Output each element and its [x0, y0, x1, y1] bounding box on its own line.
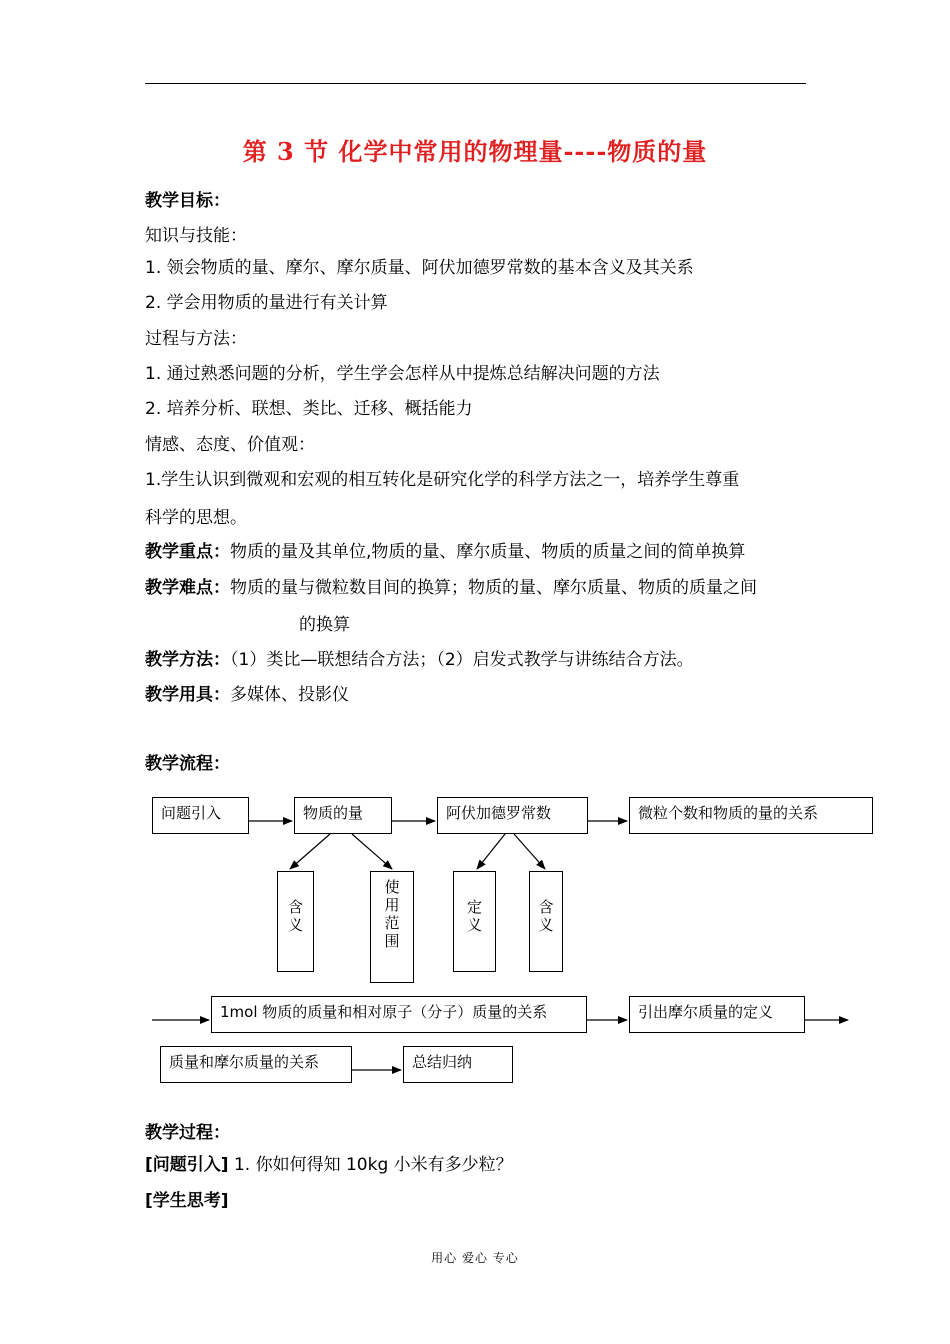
difficulties-text-cont: 的换算 [299, 615, 350, 635]
knowledge-item-2: 2. 学会用物质的量进行有关计算 [145, 293, 388, 313]
flow-box-intro: 问题引入 [152, 797, 249, 834]
flow-sub-definition [453, 871, 496, 972]
flow-sub-meaning-1-label: 含义 [287, 898, 303, 934]
flow-box-avogadro: 阿伏加德罗常数 [437, 797, 588, 834]
tools-label: 教学用具： [145, 685, 230, 705]
flow-sub-scope-label: 使用范围 [384, 878, 400, 950]
flow-sub-definition-label: 定义 [466, 898, 482, 934]
flow-sub-meaning-1 [277, 871, 314, 972]
process-item-2: 2. 培养分析、联想、类比、迁移、概括能力 [145, 399, 473, 419]
flow-sub-meaning-2 [529, 871, 563, 972]
flow-heading: 教学流程： [145, 754, 230, 774]
tools-text: 多媒体、投影仪 [230, 685, 349, 705]
emotion-heading: 情感、态度、价值观： [145, 435, 315, 455]
flow-box-summary: 总结归纳 [403, 1046, 513, 1083]
flow-sub-scope [370, 871, 414, 983]
flow-box-amount: 物质的量 [294, 797, 392, 834]
page-title: 第 3 节 化学中常用的物理量----物质的量 [242, 137, 708, 166]
methods-text: （1）类比—联想结合方法；（2）启发式教学与讲练结合方法。 [230, 650, 694, 670]
difficulties-label: 教学难点： [145, 578, 230, 598]
question-intro [145, 1154, 513, 1176]
knowledge-heading: 知识与技能： [145, 226, 247, 246]
process-section-heading: 教学过程： [145, 1123, 230, 1143]
page-footer: 用心 爱心 专心 [431, 1251, 519, 1265]
objectives-heading: 教学目标： [145, 191, 230, 211]
flow-box-mass-relation: 质量和摩尔质量的关系 [160, 1046, 352, 1083]
arrow-2-sub1 [290, 834, 330, 869]
emotion-item-1: 1.学生认识到微观和宏观的相互转化是研究化学的科学方法之一，培养学生尊重 [145, 470, 740, 490]
difficulties-text: 物质的量与微粒数目间的换算；物质的量、摩尔质量、物质的质量之间 [230, 578, 757, 598]
key-points-text: 物质的量及其单位,物质的量、摩尔质量、物质的质量之间的简单换算 [230, 542, 746, 562]
student-thinking-label: [学生思考] [145, 1191, 229, 1211]
knowledge-item-1: 1. 领会物质的量、摩尔、摩尔质量、阿伏加德罗常数的基本含义及其关系 [145, 258, 694, 278]
arrow-3-sub4 [514, 834, 545, 869]
question-intro-text: 1. 你如何得知 10kg 小米有多少粒？ [228, 1155, 513, 1175]
question-intro-label: [问题引入] [145, 1155, 229, 1175]
flow-box-mol-mass: 1mol 物质的质量和相对原子（分子）质量的关系 [211, 996, 587, 1033]
key-points-label: 教学重点： [145, 542, 230, 562]
methods-label: 教学方法： [145, 650, 230, 670]
emotion-item-1-cont: 科学的思想。 [145, 508, 247, 528]
flow-box-particles: 微粒个数和物质的量的关系 [629, 797, 873, 834]
process-heading: 过程与方法： [145, 329, 247, 349]
flow-sub-meaning-2-label: 含义 [538, 898, 554, 934]
arrow-3-sub3 [477, 834, 505, 869]
flow-box-molar-mass-def: 引出摩尔质量的定义 [629, 996, 805, 1033]
arrow-2-sub2 [352, 834, 392, 869]
process-item-1: 1. 通过熟悉问题的分析，学生学会怎样从中提炼总结解决问题的方法 [145, 364, 660, 384]
